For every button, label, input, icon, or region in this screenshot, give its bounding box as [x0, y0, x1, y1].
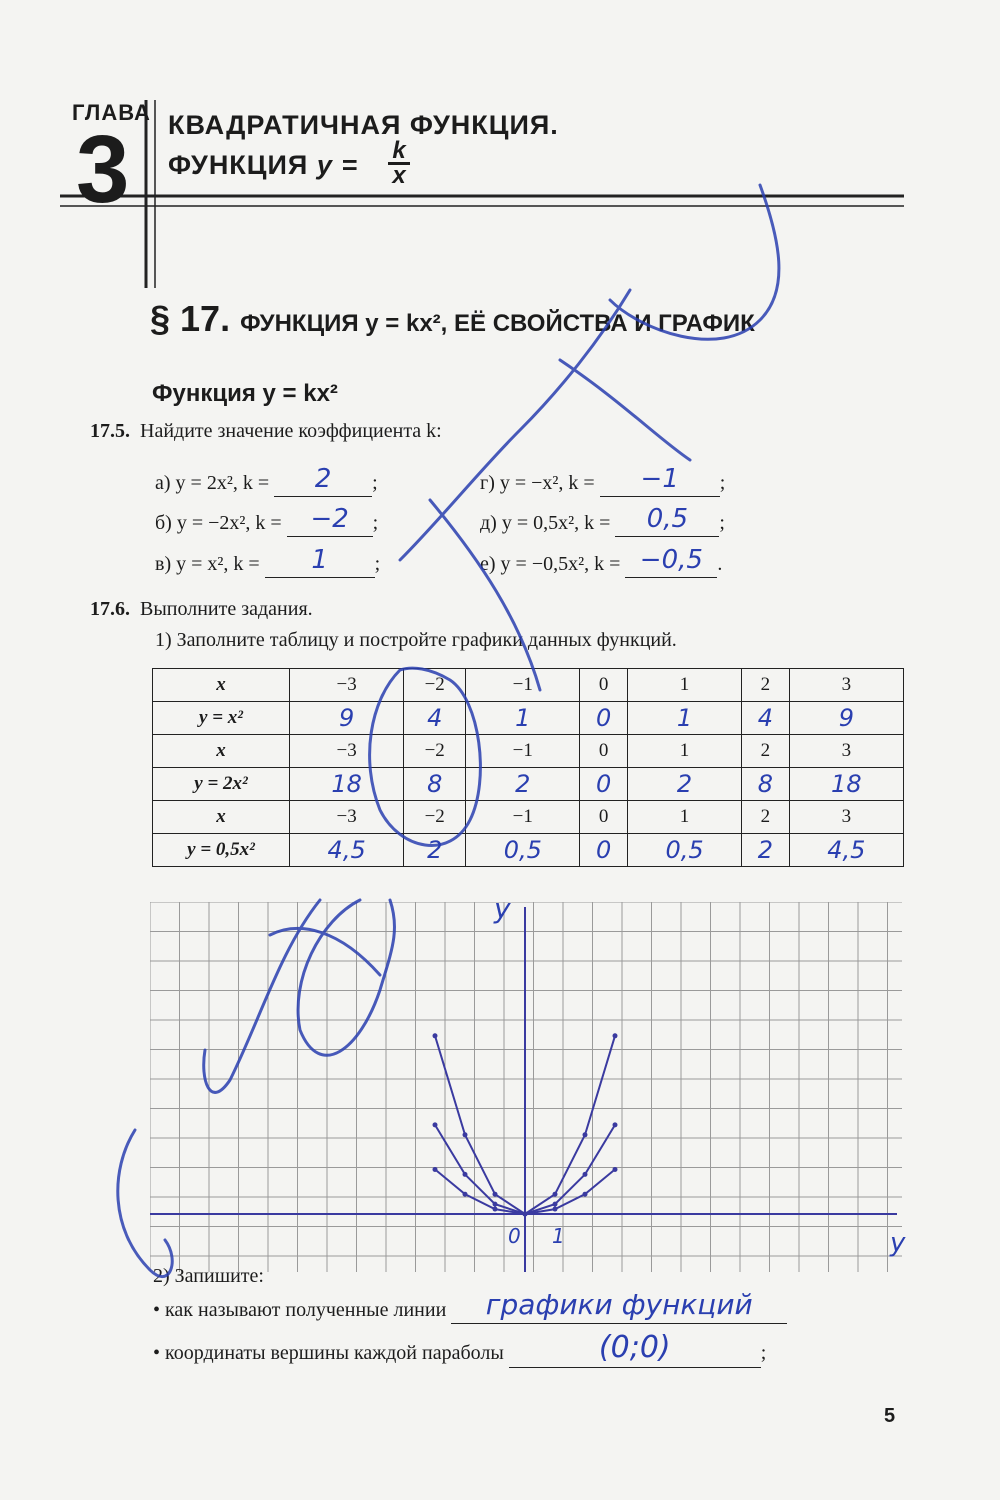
item-end: . — [717, 553, 723, 575]
section-sign: § 17. — [150, 298, 231, 339]
item-label: а) y = 2x², k = — [155, 472, 270, 494]
bullet-answer[interactable]: графики функций — [485, 1288, 753, 1321]
answer-cell[interactable]: 2 — [466, 768, 580, 801]
item-end: ; — [719, 472, 726, 494]
answer-cell[interactable]: 9 — [789, 702, 903, 735]
answer-cell[interactable]: 4 — [404, 702, 466, 735]
answer-cell[interactable]: 2 — [742, 834, 789, 867]
item-answer[interactable]: −2 — [310, 504, 349, 534]
answer-cell[interactable]: 0 — [580, 834, 627, 867]
subheading: Функция y = kx² — [152, 380, 338, 407]
x-label: x — [153, 801, 290, 834]
row-label: y = 0,5x² — [153, 834, 290, 867]
bullet-line-names — [153, 1290, 787, 1324]
chapter-title-word: ФУНКЦИЯ — [168, 150, 309, 180]
task-17-6-header — [90, 598, 313, 621]
answer-cell[interactable]: 2 — [404, 834, 466, 867]
answer-cell[interactable]: 2 — [627, 768, 741, 801]
table-row — [153, 735, 904, 768]
task-text: Найдите значение коэффициента k: — [140, 420, 442, 442]
item-label: в) y = x², k = — [155, 553, 260, 575]
x-cell: 1 — [627, 669, 741, 702]
x-axis-label: y — [890, 1228, 906, 1258]
answer-cell[interactable]: 4 — [742, 702, 789, 735]
section-title: ФУНКЦИЯ y = kx², ЕЁ СВОЙСТВА И ГРАФИК — [240, 310, 755, 337]
answer-cell[interactable]: 0,5 — [466, 834, 580, 867]
chapter-title-line2 — [168, 150, 358, 181]
item-answer[interactable]: 1 — [311, 545, 328, 575]
task-17-5-item-a — [155, 466, 378, 497]
graph-grid[interactable] — [150, 902, 902, 1272]
item-label: г) y = −x², k = — [480, 472, 595, 494]
task-17-6-sub2: 2) Запишите: — [153, 1265, 264, 1287]
answer-cell[interactable]: 4,5 — [789, 834, 903, 867]
x-cell: 0 — [580, 801, 627, 834]
item-label: е) y = −0,5x², k = — [480, 553, 621, 575]
x-cell: 0 — [580, 735, 627, 768]
item-end: ; — [719, 512, 725, 534]
x-cell: 1 — [627, 801, 741, 834]
x-cell: −1 — [466, 669, 580, 702]
x-cell: 3 — [789, 801, 903, 834]
chapter-title-line1: КВАДРАТИЧНАЯ ФУНКЦИЯ. — [168, 110, 559, 140]
header-rules — [0, 0, 1000, 300]
x-label: x — [153, 735, 290, 768]
x-cell: 2 — [742, 735, 789, 768]
table-row — [153, 768, 904, 801]
task-17-5-item-d — [480, 506, 725, 537]
answer-cell[interactable]: 8 — [404, 768, 466, 801]
bullet-end: ; — [760, 1342, 767, 1364]
task-17-5-item-e — [480, 547, 722, 578]
table-row — [153, 669, 904, 702]
answer-cell[interactable]: 0 — [580, 768, 627, 801]
task-17-5-item-g — [480, 466, 725, 497]
chapter-word: ГЛАВА — [72, 100, 151, 125]
page-number: 5 — [884, 1405, 896, 1427]
unit-label: 1 — [552, 1224, 565, 1248]
task-17-5-header — [90, 420, 442, 443]
task-17-5-item-v — [155, 547, 380, 578]
x-cell: −2 — [404, 735, 466, 768]
table-row — [153, 834, 904, 867]
x-cell: 2 — [742, 669, 789, 702]
item-label: д) y = 0,5x², k = — [480, 512, 611, 534]
answer-cell[interactable]: 1 — [627, 702, 741, 735]
fraction-denominator: x — [392, 162, 406, 189]
answer-cell[interactable]: 4,5 — [290, 834, 404, 867]
table-row — [153, 801, 904, 834]
scribble-stroke — [560, 360, 690, 460]
x-cell: 0 — [580, 669, 627, 702]
chapter-formula-fraction — [388, 137, 410, 189]
x-cell: −1 — [466, 735, 580, 768]
task-number: 17.5. — [90, 420, 130, 442]
answer-cell[interactable]: 18 — [290, 768, 404, 801]
x-cell: −2 — [404, 801, 466, 834]
bullet-text: • координаты вершины каждой параболы — [153, 1342, 504, 1364]
item-end: ; — [372, 472, 378, 494]
item-label: б) y = −2x², k = — [155, 512, 282, 534]
answer-cell[interactable]: 8 — [742, 768, 789, 801]
fraction-numerator: k — [392, 137, 406, 164]
task-17-5-item-b — [155, 506, 378, 537]
answer-cell[interactable]: 1 — [466, 702, 580, 735]
bullet-answer[interactable]: (0;0) — [598, 1330, 671, 1365]
section-heading — [150, 298, 755, 340]
answer-cell[interactable]: 0 — [580, 702, 627, 735]
x-cell: −3 — [290, 801, 404, 834]
y-axis-label: y — [494, 892, 511, 925]
bullet-text: • как называют полученные линии — [153, 1299, 447, 1321]
x-cell: 3 — [789, 735, 903, 768]
chapter-formula-lhs: y = — [316, 150, 359, 180]
item-answer[interactable]: 2 — [314, 464, 332, 494]
x-cell: −3 — [290, 735, 404, 768]
item-end: ; — [372, 512, 379, 534]
bullet-vertex — [153, 1332, 766, 1368]
x-cell: 1 — [627, 735, 741, 768]
values-table — [152, 668, 904, 867]
x-label: x — [153, 669, 290, 702]
task-number: 17.6. — [90, 598, 130, 620]
x-cell: −3 — [290, 669, 404, 702]
task-text: Выполните задания. — [140, 598, 313, 620]
item-answer[interactable]: −1 — [640, 464, 679, 494]
x-cell: 2 — [742, 801, 789, 834]
x-cell: −1 — [466, 801, 580, 834]
task-17-6-sub1: 1) Заполните таблицу и постройте графики данных функций. — [155, 629, 677, 651]
answer-cell[interactable]: 0,5 — [627, 834, 741, 867]
x-cell: 3 — [789, 669, 903, 702]
answer-cell[interactable]: 18 — [789, 768, 903, 801]
chapter-number: 3 — [76, 116, 130, 223]
x-cell: −2 — [404, 669, 466, 702]
answer-cell[interactable]: 9 — [290, 702, 404, 735]
row-label: y = 2x² — [153, 768, 290, 801]
item-end: ; — [374, 553, 381, 575]
origin-label: 0 — [508, 1224, 521, 1248]
item-answer[interactable]: 0,5 — [646, 504, 689, 534]
item-answer[interactable]: −0,5 — [639, 545, 703, 575]
hand-drawn-graphs — [150, 907, 897, 1272]
table-row — [153, 702, 904, 735]
row-label: y = x² — [153, 702, 290, 735]
